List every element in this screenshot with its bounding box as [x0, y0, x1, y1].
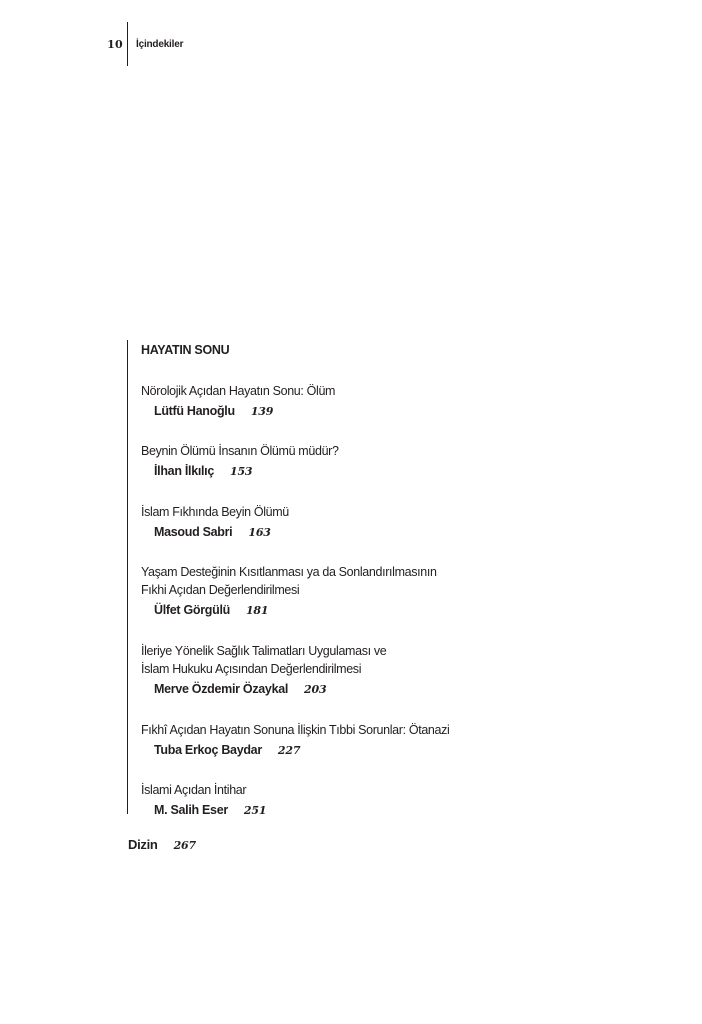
entry-title: Beynin Ölümü İnsanın Ölümü müdür? [141, 444, 339, 458]
entry-author: M. Salih Eser [154, 803, 228, 817]
entry-author: İlhan İlkılıç [154, 464, 215, 478]
entry-author-line [154, 462, 541, 481]
toc-entry[interactable] [141, 642, 541, 699]
entry-author: Tuba Erkoç Baydar [154, 743, 262, 757]
toc-entry[interactable] [141, 382, 541, 421]
entry-title-continued: Fıkhi Açıdan Değerlendirilmesi [141, 583, 300, 597]
index-page-number: 267 [173, 839, 196, 852]
section-title: HAYATIN SONU [141, 343, 230, 357]
entry-title: İleriye Yönelik Sağlık Talimatları Uygulaması ve [141, 644, 387, 658]
entry-author-line [154, 741, 541, 760]
toc-entry[interactable] [141, 721, 541, 760]
entry-title: İslami Açıdan İntihar [141, 783, 247, 797]
entry-author-line [154, 402, 541, 421]
entry-author-line [154, 523, 541, 542]
index-label: Dizin [128, 837, 158, 852]
entry-author-line [154, 601, 541, 620]
entry-page-number: 251 [243, 804, 267, 817]
index-entry[interactable] [128, 836, 196, 855]
entry-page-number: 227 [277, 744, 301, 757]
page-number: 10 [107, 38, 123, 51]
entry-author: Ülfet Görgülü [154, 603, 230, 617]
entry-page-number: 139 [250, 405, 274, 418]
entry-title-continued: İslam Hukuku Açısından Değerlendirilmesi [141, 662, 362, 676]
entry-author: Lütfü Hanoğlu [154, 404, 235, 418]
entry-page-number: 181 [245, 604, 269, 617]
entry-author-line [154, 801, 541, 820]
toc-entry[interactable] [141, 781, 541, 820]
entry-author: Masoud Sabri [154, 525, 233, 539]
entry-title: İslam Fıkhında Beyin Ölümü [141, 505, 289, 519]
entry-page-number: 203 [304, 683, 327, 696]
entry-title: Yaşam Desteğinin Kısıtlanması ya da Sonlandırılmasının [141, 565, 437, 579]
entry-author-line [154, 680, 541, 699]
toc-entry[interactable] [141, 503, 541, 542]
page-header [0, 22, 702, 66]
entry-page-number: 153 [230, 465, 253, 478]
running-title: İçindekiler [136, 39, 184, 50]
toc-section [127, 340, 548, 817]
toc-entry[interactable] [141, 563, 541, 620]
header-divider [127, 22, 128, 66]
entry-author: Merve Özdemir Özaykal [154, 682, 289, 696]
entry-title: Nörolojik Açıdan Hayatın Sonu: Ölüm [141, 384, 336, 398]
entry-page-number: 163 [248, 526, 271, 539]
toc-entry[interactable] [141, 442, 541, 481]
entry-title: Fıkhî Açıdan Hayatın Sonuna İlişkin Tıbbi Sorunlar: Ötanazi [141, 723, 450, 737]
